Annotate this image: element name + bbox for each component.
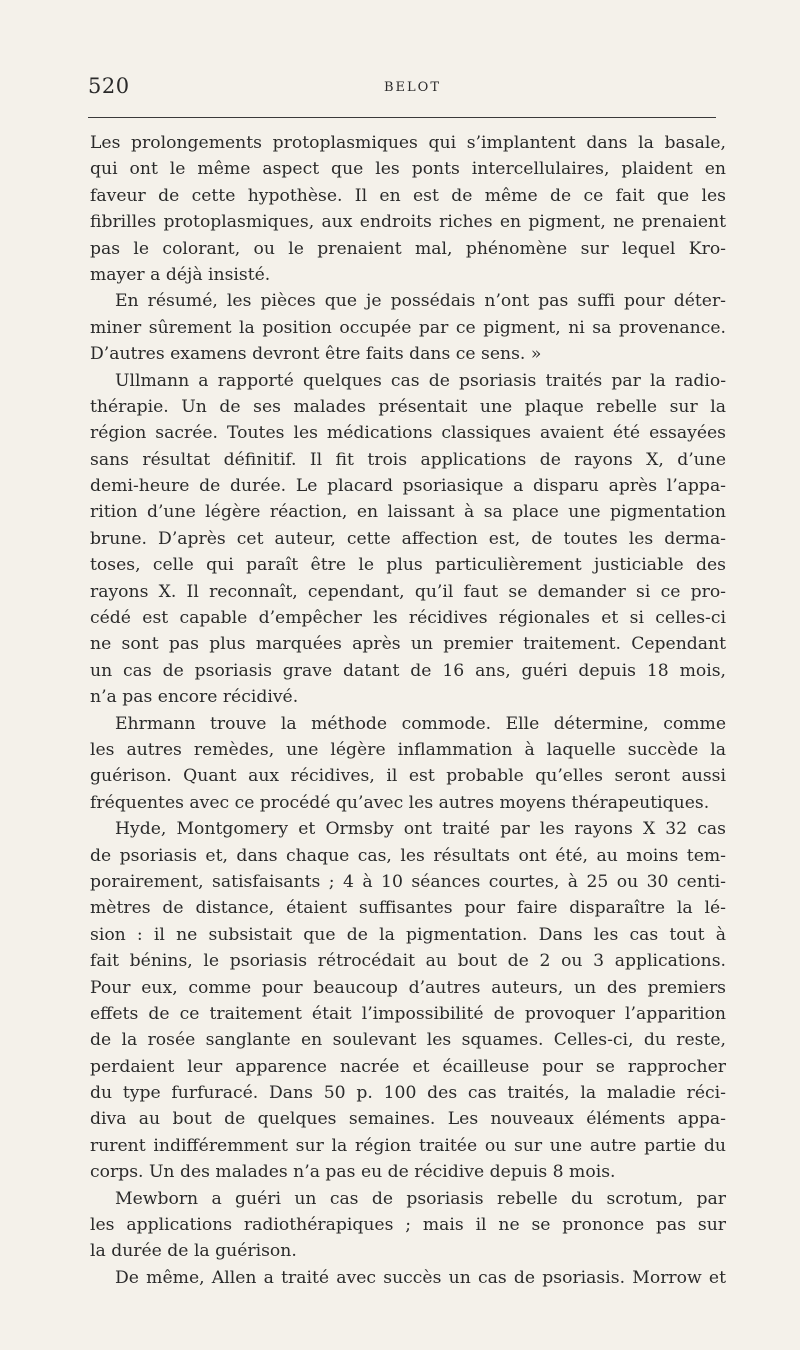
text-line: rayons X. Il reconnaît, cependant, qu’il faut se demander si ce pro- xyxy=(90,581,726,602)
body-text xyxy=(90,130,726,1291)
text-line: toses, celle qui paraît être le plus particulièrement justiciable des xyxy=(90,555,726,576)
text-line: sion : il ne subsistait que de la pigmentation. Dans les cas tout à xyxy=(90,924,726,945)
text-line: Hyde, Montgomery et Ormsby ont traité par les rayons X 32 cas xyxy=(115,819,726,840)
text-line: fait bénins, le psoriasis rétrocédait au bout de 2 ou 3 applications. xyxy=(90,951,726,972)
text-line: En résumé, les pièces que je possédais n’ont pas suffi pour déter- xyxy=(115,291,726,312)
running-title: BELOT xyxy=(384,80,442,95)
text-line: les applications radiothérapiques ; mais il ne se prononce pas sur xyxy=(90,1215,726,1236)
text-line: rition d’une légère réaction, en laissant à sa place une pigmentation xyxy=(90,502,726,523)
text-line: perdaient leur apparence nacrée et écailleuse pour se rapprocher xyxy=(90,1056,726,1077)
text-line: un cas de psoriasis grave datant de 16 ans, guéri depuis 18 mois, xyxy=(90,660,726,681)
text-line: Les prolongements protoplasmiques qui s’implantent dans la basale, xyxy=(90,133,726,153)
text-line: corps. Un des malades n’a pas eu de récidive depuis 8 mois. xyxy=(90,1162,616,1183)
text-line: Ullmann a rapporté quelques cas de psoriasis traités par la radio- xyxy=(115,370,726,391)
text-line: demi-heure de durée. Le placard psoriasique a disparu après l’appa- xyxy=(90,476,726,497)
text-line: fibrilles protoplasmiques, aux endroits riches en pigment, ne prenaient xyxy=(90,212,726,233)
text-line: guérison. Quant aux récidives, il est probable qu’elles seront aussi xyxy=(90,766,726,787)
header-rule xyxy=(88,117,716,118)
text-line: du type furfuracé. Dans 50 p. 100 des cas traités, la maladie réci- xyxy=(90,1083,726,1104)
text-line: diva au bout de quelques semaines. Les nouveaux éléments appa- xyxy=(90,1109,726,1130)
text-line: ne sont pas plus marquées après un premier traitement. Cependant xyxy=(90,634,726,655)
text-line: région sacrée. Toutes les médications classiques avaient été essayées xyxy=(90,423,726,444)
page-number: 520 xyxy=(88,74,130,98)
text-line: les autres remèdes, une légère inflammation à laquelle succède la xyxy=(90,739,726,760)
text-line: Mewborn a guéri un cas de psoriasis rebelle du scrotum, par xyxy=(115,1188,726,1209)
text-line: Ehrmann trouve la méthode commode. Elle détermine, comme xyxy=(115,713,726,734)
text-line: la durée de la guérison. xyxy=(90,1241,297,1262)
text-line: porairement, satisfaisants ; 4 à 10 séances courtes, à 25 ou 30 centi- xyxy=(90,871,726,892)
page-header xyxy=(88,74,716,104)
text-line: Pour eux, comme pour beaucoup d’autres auteurs, un des premiers xyxy=(90,977,726,998)
text-line: miner sûrement la position occupée par ce pigment, ni sa provenance. xyxy=(90,317,726,338)
text-line: cédé est capable d’empêcher les récidives régionales et si celles-ci xyxy=(90,608,726,629)
text-line: rurent indifféremment sur la région traitée ou sur une autre partie du xyxy=(90,1135,726,1156)
text-line: de la rosée sanglante en soulevant les squames. Celles-ci, du reste, xyxy=(90,1030,726,1051)
text-line: effets de ce traitement était l’impossibilité de provoquer l’apparition xyxy=(90,1003,726,1024)
text-line: De même, Allen a traité avec succès un cas de psoriasis. Morrow et xyxy=(115,1267,726,1288)
text-line: sans résultat définitif. Il fit trois applications de rayons X, d’une xyxy=(90,449,726,470)
text-line: thérapie. Un de ses malades présentait une plaque rebelle sur la xyxy=(90,396,726,417)
text-line: mayer a déjà insisté. xyxy=(90,264,271,285)
text-line: pas le colorant, ou le prenaient mal, phénomène sur lequel Kro- xyxy=(90,238,726,259)
text-line: fréquentes avec ce procédé qu’avec les autres moyens thérapeutiques. xyxy=(90,792,710,813)
text-line: mètres de distance, étaient suffisantes pour faire disparaître la lé- xyxy=(90,898,726,919)
text-line: n’a pas encore récidivé. xyxy=(90,687,299,708)
text-line: brune. D’après cet auteur, cette affection est, de toutes les derma- xyxy=(90,528,726,549)
text-line: faveur de cette hypothèse. Il en est de même de ce fait que les xyxy=(90,185,726,206)
text-line: qui ont le même aspect que les ponts intercellulaires, plaident en xyxy=(90,159,726,180)
text-line: de psoriasis et, dans chaque cas, les résultats ont été, au moins tem- xyxy=(90,845,726,866)
text-line: D’autres examens devront être faits dans ce sens. » xyxy=(90,344,542,365)
